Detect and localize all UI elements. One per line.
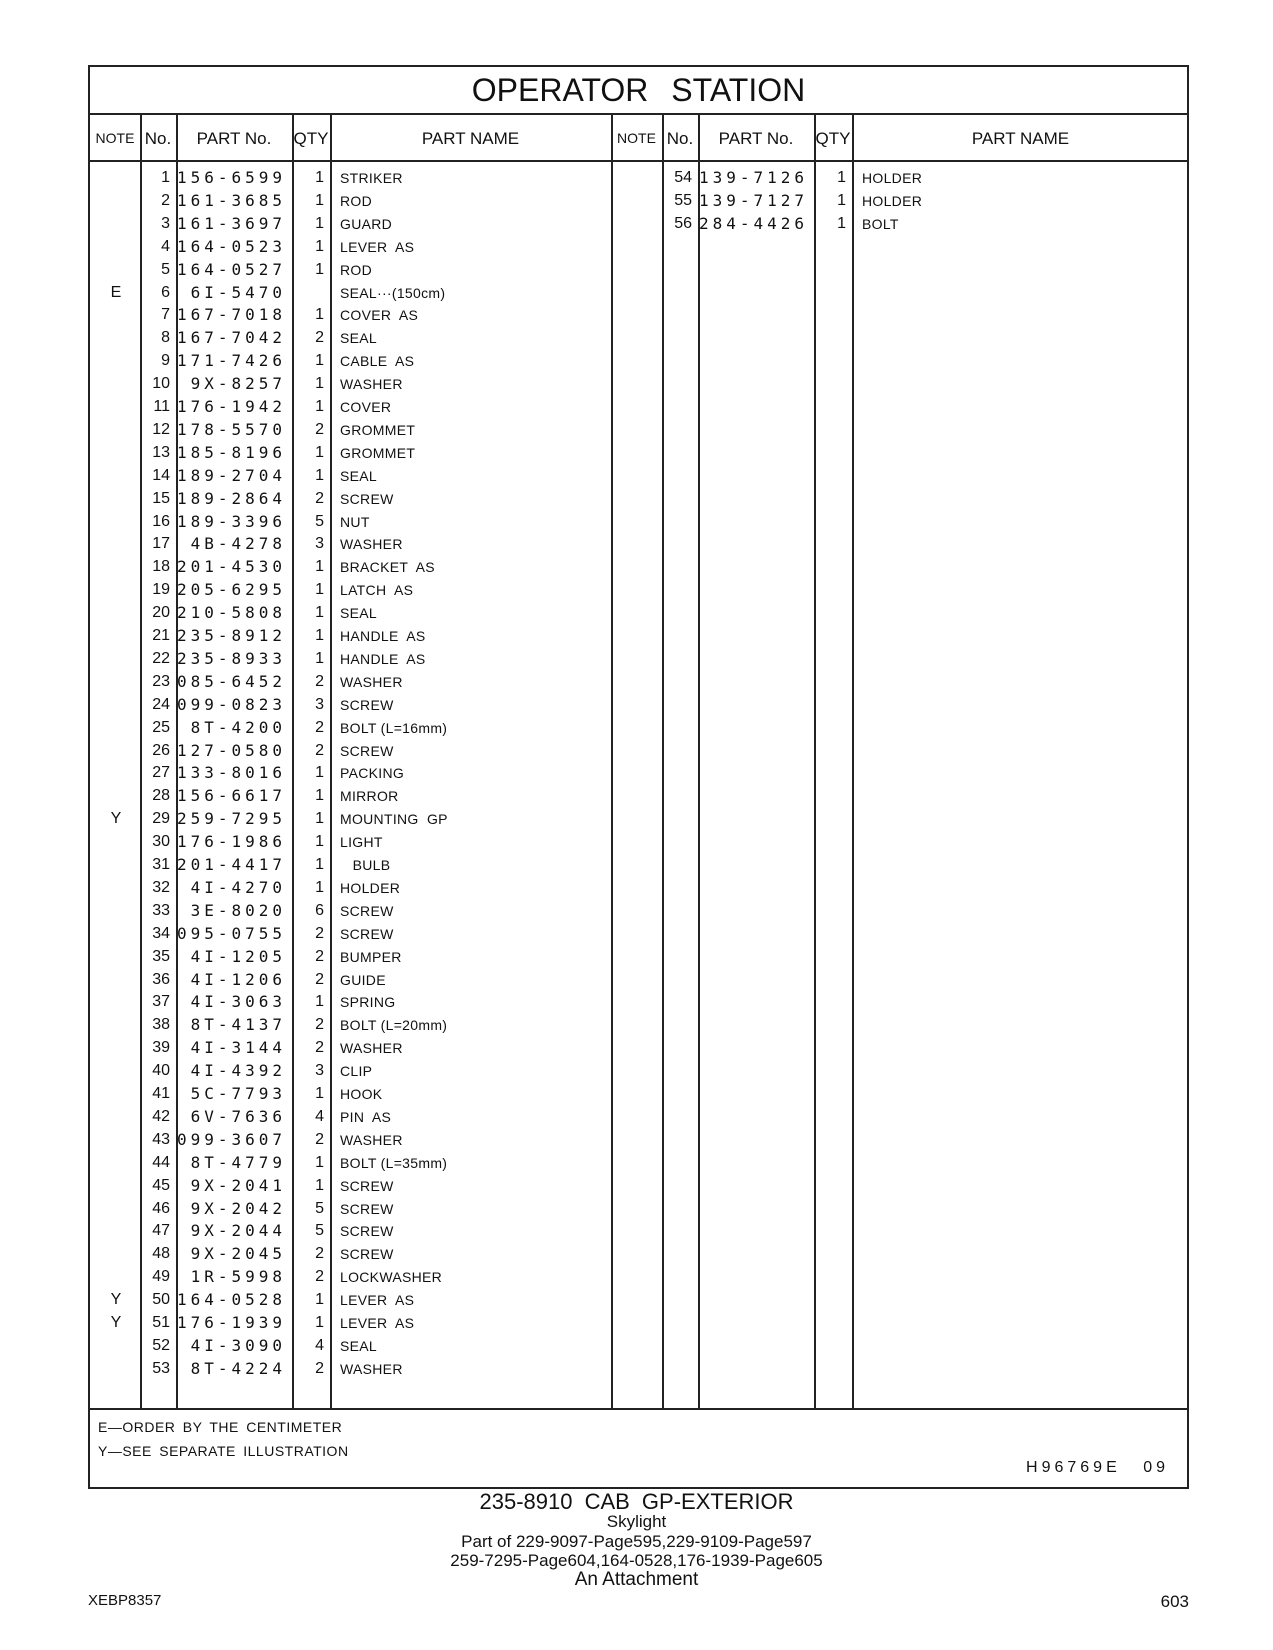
part-number: 189-2864 — [176, 488, 286, 508]
quantity: 1 — [315, 627, 324, 644]
part-name: PIN AS — [340, 1108, 392, 1125]
item-number: 43 — [152, 1130, 170, 1148]
part-name: SEAL — [340, 330, 377, 347]
item-number: 48 — [152, 1245, 170, 1263]
part-name: WASHER — [340, 1040, 403, 1057]
parts-table-frame — [88, 65, 1189, 1489]
quantity: 1 — [315, 581, 324, 599]
quantity: 5 — [315, 1199, 324, 1217]
divider — [330, 114, 332, 1409]
item-number: 27 — [152, 764, 170, 782]
item-number: 32 — [152, 878, 170, 896]
item-number: 34 — [152, 924, 170, 942]
quantity: 2 — [315, 489, 324, 507]
item-number: 52 — [152, 1336, 170, 1354]
quantity: 1 — [315, 1291, 324, 1309]
header-no: No. — [666, 129, 694, 148]
part-number: 9X-2045 — [190, 1244, 286, 1264]
part-name: SEAL — [340, 1337, 377, 1354]
part-number: 235-8933 — [176, 648, 286, 668]
part-number: 095-0755 — [176, 923, 286, 943]
item-number: 3 — [161, 214, 170, 232]
part-number: 164-0528 — [176, 1290, 286, 1310]
item-number: 53 — [152, 1359, 170, 1377]
part-number: 099-0823 — [176, 694, 286, 714]
quantity: 1 — [315, 856, 324, 873]
item-number: 31 — [152, 856, 170, 873]
part-name: HOOK — [340, 1086, 383, 1102]
quantity: 2 — [315, 947, 324, 965]
item-number: 41 — [152, 1085, 170, 1102]
part-name: BOLT (L=16mm) — [340, 719, 448, 736]
part-name: ROD — [340, 192, 373, 209]
note-cell: Y — [110, 1291, 122, 1309]
part-number: 9X-8257 — [190, 374, 286, 394]
header-note: NOTE — [617, 130, 656, 146]
caption-title: 235-8910 CAB GP-EXTERIOR — [479, 1489, 794, 1514]
part-name: SCREW — [340, 1223, 394, 1240]
quantity: 3 — [315, 535, 324, 553]
item-number: 13 — [152, 443, 170, 461]
part-name: COVER AS — [340, 307, 419, 324]
item-number: 14 — [152, 466, 170, 484]
quantity: 1 — [315, 375, 324, 393]
header-part-name: PART NAME — [971, 129, 1070, 148]
part-number: 284-4426 — [698, 213, 808, 233]
part-name: BOLT (L=20mm) — [340, 1017, 448, 1034]
note-cell: Y — [110, 810, 122, 828]
part-name: WASHER — [340, 536, 403, 553]
part-number: 9X-2041 — [190, 1175, 286, 1195]
part-number: 9X-2044 — [190, 1221, 286, 1241]
quantity: 2 — [315, 1130, 324, 1148]
part-number: 139-7126 — [698, 168, 808, 187]
item-number: 40 — [152, 1062, 170, 1080]
part-number: 161-3697 — [176, 213, 286, 233]
quantity: 2 — [315, 718, 324, 736]
part-number: 8T-4137 — [190, 1015, 286, 1035]
part-number: 4I-4392 — [190, 1061, 286, 1081]
item-number: 15 — [152, 489, 170, 507]
caption-reference: 259-7295-Page604,164-0528,176-1939-Page605 — [450, 1551, 823, 1570]
part-number: 210-5808 — [176, 603, 286, 623]
page-number: 603 — [1160, 1592, 1189, 1611]
part-number: 161-3685 — [176, 190, 286, 210]
item-number: 7 — [161, 306, 170, 324]
part-name: ROD — [340, 261, 373, 278]
part-name: WASHER — [340, 673, 403, 690]
part-name: MIRROR — [340, 788, 399, 805]
part-number: 8T-4200 — [190, 717, 286, 737]
legend-y: Y—SEE SEPARATE ILLUSTRATION — [98, 1443, 349, 1459]
part-number: 171-7426 — [176, 351, 286, 371]
part-name: SCREW — [340, 925, 394, 942]
quantity: 1 — [837, 214, 846, 232]
item-number: 37 — [152, 993, 170, 1011]
item-number: 29 — [152, 810, 170, 828]
header-qty: QTY — [815, 129, 851, 148]
part-name: SEAL — [340, 467, 377, 484]
divider — [698, 114, 700, 1409]
divider — [90, 1408, 1187, 1410]
part-name: COVER — [340, 399, 392, 415]
part-name: SPRING — [340, 994, 396, 1011]
page-title: OPERATOR STATION — [471, 72, 806, 108]
part-number: 189-3396 — [176, 511, 286, 531]
item-number: 56 — [674, 214, 692, 232]
part-number: 189-2704 — [176, 465, 286, 485]
quantity: 1 — [315, 191, 324, 209]
quantity: 1 — [315, 398, 324, 415]
quantity: 1 — [315, 352, 324, 370]
legend-e: E—ORDER BY THE CENTIMETER — [98, 1419, 343, 1435]
caption-subtitle: Skylight — [606, 1512, 667, 1531]
part-number: 8T-4224 — [190, 1358, 286, 1378]
quantity: 1 — [837, 169, 846, 186]
item-number: 51 — [152, 1314, 170, 1331]
part-name: WASHER — [340, 1131, 403, 1148]
item-number: 6 — [161, 283, 170, 301]
caption-reference: Part of 229-9097-Page595,229-9109-Page597 — [461, 1532, 812, 1551]
item-number: 50 — [152, 1291, 170, 1309]
quantity: 2 — [315, 672, 324, 690]
item-number: 55 — [674, 191, 692, 209]
caption-attachment: An Attachment — [574, 1569, 699, 1590]
part-number: 176-1986 — [176, 832, 286, 852]
part-number: 4I-3090 — [190, 1335, 286, 1355]
part-number: 3E-8020 — [190, 900, 286, 920]
divider — [662, 114, 664, 1409]
header-part-name: PART NAME — [421, 129, 520, 148]
part-name: SCREW — [340, 696, 394, 713]
item-number: 12 — [152, 420, 170, 438]
quantity: 1 — [315, 306, 324, 324]
item-number: 28 — [152, 787, 170, 805]
quantity: 1 — [315, 260, 324, 278]
header-note: NOTE — [95, 130, 135, 146]
part-name: BOLT (L=35mm) — [340, 1154, 448, 1171]
quantity: 1 — [315, 1085, 324, 1102]
part-number: 156-6617 — [176, 786, 286, 806]
quantity: 1 — [315, 878, 324, 896]
header-no: No. — [144, 129, 172, 148]
part-number: 4I-1205 — [190, 946, 286, 966]
part-name: LATCH AS — [340, 582, 414, 599]
quantity: 1 — [315, 214, 324, 232]
part-name: BUMPER — [340, 948, 402, 965]
reference-code: H96769E 09 — [1026, 1459, 1169, 1476]
item-number: 20 — [152, 604, 170, 622]
part-number: 176-1939 — [176, 1313, 286, 1332]
note-cell: Y — [110, 1314, 122, 1331]
item-number: 35 — [152, 947, 170, 965]
part-number: 176-1942 — [176, 397, 286, 416]
part-number: 4I-1206 — [190, 969, 286, 989]
part-name: SCREW — [340, 902, 394, 919]
quantity: 1 — [837, 191, 846, 209]
item-number: 24 — [152, 695, 170, 713]
part-name: LOCKWASHER — [340, 1269, 443, 1286]
quantity: 1 — [315, 604, 324, 622]
item-number: 38 — [152, 1016, 170, 1034]
item-number: 18 — [152, 558, 170, 576]
quantity: 2 — [315, 1359, 324, 1377]
header-qty: QTY — [293, 129, 329, 148]
part-name: LEVER AS — [340, 1315, 415, 1331]
part-name: CLIP — [340, 1063, 373, 1080]
part-name: SEAL···(150cm) — [340, 284, 446, 301]
divider — [90, 113, 1187, 115]
part-number: 156-6599 — [176, 168, 286, 187]
quantity: 4 — [315, 1336, 324, 1354]
part-number: 133-8016 — [176, 763, 286, 783]
item-number: 1 — [161, 169, 170, 186]
document-id: XEBP8357 — [88, 1592, 162, 1609]
part-name: HOLDER — [862, 170, 923, 186]
part-name: GUARD — [340, 215, 393, 232]
quantity: 2 — [315, 970, 324, 988]
part-number: 167-7018 — [176, 305, 286, 325]
quantity: 1 — [315, 443, 324, 461]
quantity: 1 — [315, 1176, 324, 1194]
part-number: 259-7295 — [176, 809, 286, 829]
quantity: 1 — [315, 169, 324, 186]
quantity: 2 — [315, 1245, 324, 1263]
header-part-no: PART No. — [196, 129, 272, 148]
quantity: 3 — [315, 1062, 324, 1080]
part-number: 164-0523 — [176, 236, 286, 256]
part-name: GROMMET — [340, 444, 416, 461]
item-number: 21 — [152, 627, 170, 644]
quantity: 1 — [315, 649, 324, 667]
quantity: 2 — [315, 420, 324, 438]
divider — [611, 114, 613, 1409]
quantity: 1 — [315, 558, 324, 576]
part-number: 6I-5470 — [190, 282, 286, 302]
item-number: 22 — [152, 649, 170, 667]
item-number: 16 — [152, 512, 170, 530]
part-number: 4I-4270 — [190, 877, 286, 897]
part-number: 201-4417 — [176, 855, 286, 874]
item-number: 23 — [152, 672, 170, 690]
item-number: 10 — [152, 375, 170, 393]
quantity: 1 — [315, 1314, 324, 1331]
item-number: 8 — [161, 329, 170, 347]
part-name: HOLDER — [340, 879, 401, 896]
part-name: HOLDER — [862, 192, 923, 209]
quantity: 1 — [315, 466, 324, 484]
part-name: SCREW — [340, 1177, 394, 1194]
part-number: 205-6295 — [176, 580, 286, 600]
part-number: 085-6452 — [176, 671, 286, 691]
part-number: 201-4530 — [176, 557, 286, 577]
part-number: 4B-4278 — [190, 534, 286, 554]
part-number: 5C-7793 — [190, 1084, 286, 1103]
item-number: 11 — [153, 398, 170, 415]
part-name: MOUNTING GP — [340, 811, 448, 828]
quantity: 1 — [315, 1153, 324, 1171]
divider — [814, 114, 816, 1409]
part-number: 1R-5998 — [190, 1267, 286, 1287]
quantity: 2 — [315, 1016, 324, 1034]
part-name: WASHER — [340, 376, 403, 393]
item-number: 19 — [152, 581, 170, 599]
quantity: 2 — [315, 924, 324, 942]
part-name: CABLE AS — [340, 353, 415, 370]
part-name: LEVER AS — [340, 238, 415, 255]
part-name: GUIDE — [340, 971, 386, 988]
part-number: 167-7042 — [176, 328, 286, 348]
quantity: 1 — [315, 237, 324, 255]
item-number: 30 — [152, 833, 170, 851]
part-name: BOLT — [862, 215, 899, 232]
part-name: SCREW — [340, 742, 394, 759]
part-name: BULB — [340, 857, 391, 873]
quantity: 5 — [315, 512, 324, 530]
quantity: 1 — [315, 810, 324, 828]
item-number: 54 — [674, 169, 692, 186]
part-name: SEAL — [340, 605, 377, 622]
part-name: BRACKET AS — [340, 559, 435, 576]
item-number: 44 — [152, 1153, 170, 1171]
part-number: 178-5570 — [176, 419, 286, 439]
item-number: 26 — [152, 741, 170, 759]
quantity: 2 — [315, 741, 324, 759]
part-name: PACKING — [340, 765, 405, 782]
item-number: 36 — [152, 970, 170, 988]
part-number: 235-8912 — [176, 626, 286, 645]
quantity: 5 — [315, 1222, 324, 1240]
quantity: 2 — [315, 1268, 324, 1286]
part-name: LIGHT — [340, 834, 383, 851]
part-number: 099-3607 — [176, 1129, 286, 1149]
item-number: 25 — [152, 718, 170, 736]
part-number: 185-8196 — [176, 442, 286, 462]
item-number: 46 — [152, 1199, 170, 1217]
quantity: 1 — [315, 787, 324, 805]
part-number: 9X-2042 — [190, 1198, 286, 1218]
divider — [852, 114, 854, 1409]
part-name: SCREW — [340, 1200, 394, 1217]
quantity: 2 — [315, 329, 324, 347]
item-number: 4 — [161, 237, 170, 255]
item-number: 33 — [152, 901, 170, 919]
item-number: 47 — [152, 1222, 170, 1240]
item-number: 49 — [152, 1268, 170, 1286]
quantity: 1 — [315, 993, 324, 1011]
quantity: 1 — [315, 764, 324, 782]
part-number: 4I-3063 — [190, 992, 286, 1012]
part-number: 8T-4779 — [190, 1152, 286, 1172]
quantity: 2 — [315, 1039, 324, 1057]
part-number: 164-0527 — [176, 259, 286, 279]
item-number: 2 — [161, 191, 170, 209]
item-number: 42 — [152, 1107, 170, 1125]
part-name: HANDLE AS — [340, 650, 426, 667]
part-number: 139-7127 — [698, 190, 808, 210]
quantity: 1 — [315, 833, 324, 851]
part-name: NUT — [340, 513, 370, 530]
part-number: 6V-7636 — [190, 1106, 286, 1126]
part-name: SCREW — [340, 490, 394, 507]
part-number: 4I-3144 — [190, 1038, 286, 1058]
header-part-no: PART No. — [718, 129, 794, 148]
part-name: STRIKER — [340, 170, 403, 186]
quantity: 4 — [315, 1107, 324, 1125]
quantity: 3 — [315, 695, 324, 713]
part-name: HANDLE AS — [340, 628, 426, 644]
item-number: 17 — [152, 535, 170, 553]
part-name: WASHER — [340, 1360, 403, 1377]
part-number: 127-0580 — [176, 740, 286, 760]
item-number: 39 — [152, 1039, 170, 1057]
note-cell: E — [110, 283, 122, 301]
part-name: SCREW — [340, 1246, 394, 1263]
item-number: 9 — [161, 352, 170, 370]
item-number: 45 — [152, 1176, 170, 1194]
part-name: GROMMET — [340, 421, 416, 438]
item-number: 5 — [161, 260, 170, 278]
quantity: 6 — [315, 901, 324, 919]
part-name: LEVER AS — [340, 1292, 415, 1309]
